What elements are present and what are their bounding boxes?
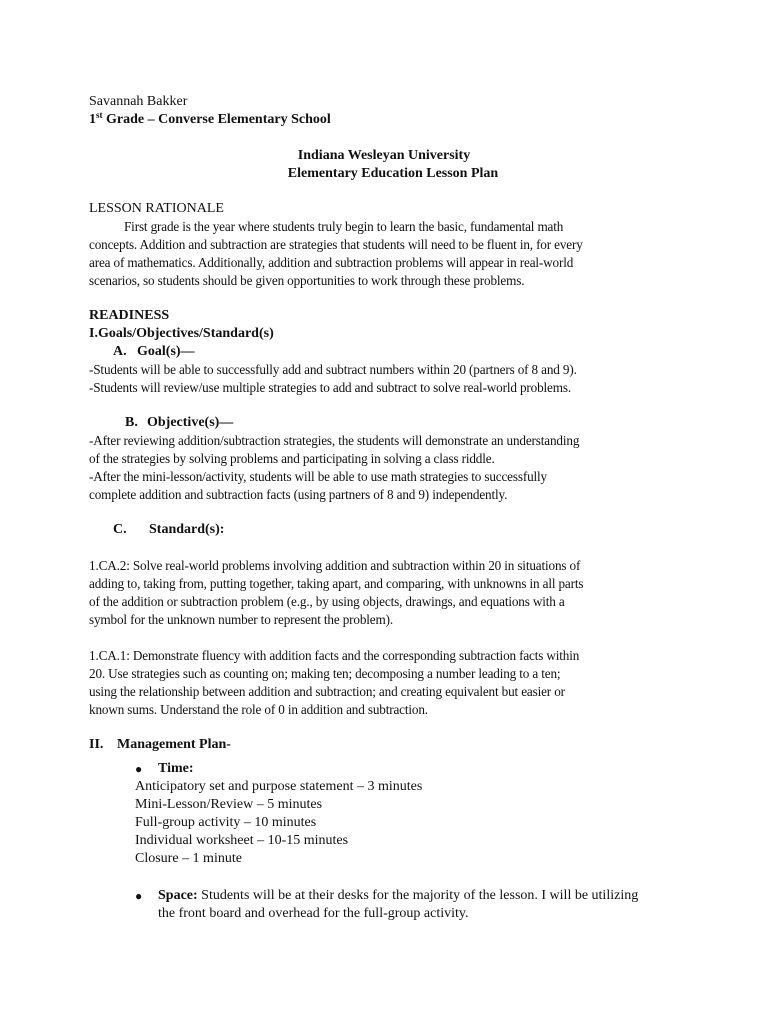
- standard-2-line-3: using the relationship between addition and subtraction; and creating equivalent but easier or: [89, 684, 565, 699]
- standard-1-line-2: adding to, taking from, putting together, taking apart, and comparing, with unknowns in all parts: [89, 576, 584, 591]
- objective-letter: B.: [125, 415, 138, 430]
- goal-letter: A.: [113, 344, 127, 359]
- grade-school-line: 1st Grade – Converse Elementary School: [89, 110, 331, 127]
- lesson-plan-title: Elementary Education Lesson Plan: [287, 166, 499, 181]
- objective-line-1: -After reviewing addition/subtraction strategies, the students will demonstrate an understanding: [89, 433, 580, 448]
- objective-line-2: of the strategies by solving problems and participating in solving a class riddle.: [89, 451, 495, 466]
- space-line-2: the front board and overhead for the full-group activity.: [158, 906, 469, 921]
- management-number: II.: [89, 737, 104, 752]
- standard-2-line-4: known sums. Understand the role of 0 in addition and subtraction.: [89, 702, 428, 717]
- rationale-line-3: area of mathematics. Additionally, addition and subtraction problems will appear in real-world: [89, 255, 574, 270]
- rationale-line-2: concepts. Addition and subtraction are strategies that students will need to be fluent in, for every: [89, 237, 583, 252]
- space-text: Students will be at their desks for the majority of the lesson. I will be utilizing: [197, 888, 639, 903]
- time-item-3: Full-group activity – 10 minutes: [135, 815, 317, 830]
- standard-1-line-3: of the addition or subtraction problem (e.g., by using objects, drawings, and equations with a: [89, 594, 565, 609]
- goal-label: Goal(s)—: [137, 344, 195, 359]
- time-item-4: Individual worksheet – 10-15 minutes: [135, 833, 349, 848]
- time-item-2: Mini-Lesson/Review – 5 minutes: [135, 797, 323, 812]
- space-label: Space:: [158, 888, 198, 903]
- university-title: Indiana Wesleyan University: [297, 148, 471, 163]
- standard-letter: C.: [113, 522, 127, 537]
- rationale-line-4: scenarios, so students should be given opportunities to work through these problems.: [89, 273, 525, 288]
- author-name: Savannah Bakker: [89, 94, 188, 109]
- goal-line-2: -Students will review/use multiple strategies to add and subtract to solve real-world problems.: [89, 380, 572, 395]
- time-item-1: Anticipatory set and purpose statement – 3 minutes: [135, 779, 423, 794]
- standard-2-line-2: 20. Use strategies such as counting on; making ten; decomposing a number leading to a ten;: [89, 666, 561, 681]
- rationale-heading: LESSON RATIONALE: [89, 201, 224, 216]
- objective-line-4: complete addition and subtraction facts (using partners of 8 and 9) independently.: [89, 487, 508, 502]
- standard-1-line-4: symbol for the unknown number to represent the problem).: [89, 612, 393, 627]
- standard-2-line-1: 1.CA.1: Demonstrate fluency with addition facts and the corresponding subtraction facts within: [89, 648, 580, 663]
- goals-objectives-heading: I.Goals/Objectives/Standard(s): [89, 326, 274, 341]
- space-bullet: ●: [135, 889, 143, 903]
- standard-1-line-1: 1.CA.2: Solve real-world problems involving addition and subtraction within 20 in situations of: [89, 558, 581, 573]
- time-label: Time:: [158, 761, 194, 776]
- time-bullet: ●: [135, 762, 143, 776]
- management-heading: Management Plan-: [117, 737, 231, 752]
- goal-line-1: -Students will be able to successfully add and subtract numbers within 20 (partners of 8 and 9).: [89, 362, 577, 377]
- rationale-line-1: First grade is the year where students truly begin to learn the basic, fundamental math: [124, 219, 564, 234]
- standard-label: Standard(s):: [149, 522, 225, 537]
- space-line-1: [158, 887, 638, 905]
- objective-line-3: -After the mini-lesson/activity, students will be able to use math strategies to successfully: [89, 469, 548, 484]
- time-item-5: Closure – 1 minute: [135, 851, 242, 866]
- objective-label: Objective(s)—: [147, 415, 234, 430]
- readiness-heading: READINESS: [89, 308, 170, 323]
